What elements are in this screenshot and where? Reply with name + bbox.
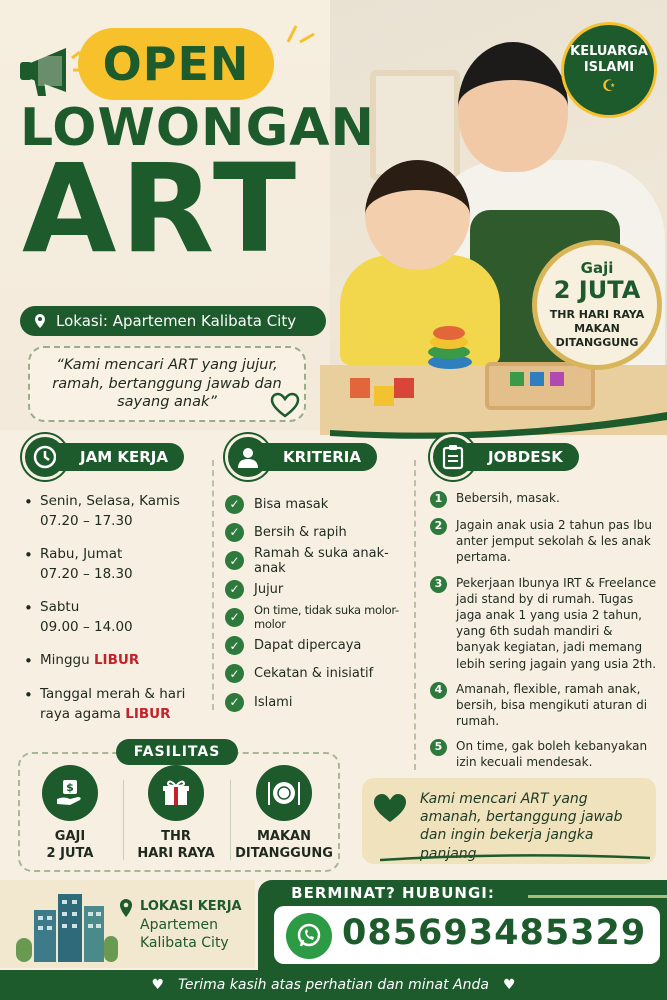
bottom-bar — [0, 970, 667, 1000]
thanks-text: Terima kasih atas perhatian dan minat Anda — [178, 977, 489, 993]
crescent-star-icon: ☪ — [601, 76, 617, 96]
list-item: 5 On time, gak boleh kebanyakan izin kecuali mendesak. — [430, 738, 660, 770]
title-art: ART — [22, 138, 301, 280]
column-divider — [414, 460, 416, 770]
open-badge — [78, 28, 274, 100]
sparkle-icon — [282, 20, 322, 50]
contact-title-underline — [528, 895, 667, 898]
title-lowongan: LOWONGAN — [20, 98, 376, 158]
check-icon: ✓ — [225, 551, 244, 570]
phone-number[interactable]: 085693485329 — [342, 913, 647, 953]
list-item: 3 Pekerjaan Ibunya IRT & Freelance jadi stand by di rumah. Tugas jaga anak 1 yang usia 2 tahun, yang 6th sudah mandiri & banyak kegiatan, jadi memang lebih sering jagain yang usia 2th. — [430, 575, 660, 672]
list-item: ✓ Jujur — [225, 575, 410, 603]
fasilitas-item-gaji: $ GAJI 2 JUTA — [20, 765, 120, 863]
fasilitas-item-thr: THR HARI RAYA — [126, 765, 226, 863]
fasilitas-item-makan: MAKAN DITANGGUNG — [234, 765, 334, 863]
gaji-thr: THR HARI RAYA — [549, 307, 645, 321]
check-icon: ✓ — [225, 580, 244, 599]
list-item: • Tanggal merah & hari raya agama LIBUR — [22, 685, 212, 724]
gaji-badge — [532, 240, 662, 370]
keluarga-islami-badge — [561, 22, 657, 118]
list-item: 4 Amanah, flexible, ramah anak, bersih, bisa mengikuti aturan di rumah. — [430, 681, 660, 730]
gaji-ditanggung: DITANGGUNG — [555, 336, 639, 350]
check-icon: ✓ — [225, 636, 244, 655]
list-item: • Minggu LIBUR — [22, 651, 212, 671]
check-icon: ✓ — [225, 495, 244, 514]
list-item: ✓ Islami — [225, 688, 410, 716]
kriteria-title: KRITERIA — [259, 443, 377, 471]
list-item: • Rabu, Jumat 07.20 – 18.30 — [22, 545, 212, 584]
open-text: OPEN — [102, 37, 250, 91]
list-item: • Senin, Selasa, Kamis 07.20 – 17.30 — [22, 492, 212, 531]
list-item: • Sabtu 09.00 – 14.00 — [22, 598, 212, 637]
contact-title: BERMINAT? HUBUNGI: — [291, 884, 495, 902]
hero-wave-divider — [0, 410, 667, 440]
gaji-makan: MAKAN — [574, 322, 620, 336]
lokasi-kerja — [140, 898, 242, 953]
buildings-icon — [12, 888, 122, 962]
heart-icon: ♥ — [502, 977, 516, 993]
jam-kerja-section — [22, 440, 212, 738]
list-item: ✓ Ramah & suka anak-anak — [225, 547, 410, 575]
mission-underline — [380, 852, 650, 862]
fasilitas-divider — [123, 780, 124, 860]
gaji-label: Gaji — [580, 259, 614, 278]
list-item: 1 Bebersih, masak. — [430, 490, 660, 508]
check-icon: ✓ — [225, 664, 244, 683]
gift-icon — [148, 765, 204, 821]
heart-icon: ♥ — [151, 977, 165, 993]
money-hand-icon — [42, 765, 98, 821]
lokasi-kerja-title: LOKASI KERJA — [140, 899, 242, 914]
quote-text: “Kami mencari ART yang jujur, ramah, bertanggung jawab dan sayang anak” — [52, 356, 282, 411]
keluarga-line2: ISLAMI — [583, 60, 635, 75]
list-item: ✓ Bisa masak — [225, 490, 410, 518]
lokasi-pill — [20, 306, 326, 336]
kriteria-section — [225, 440, 410, 716]
list-item: ✓ On time, tidak suka molor-molor — [225, 603, 410, 631]
jobdesk-section — [430, 440, 660, 807]
jobdesk-title: JOBDESK — [464, 443, 579, 471]
svg-text:$: $ — [66, 781, 74, 794]
megaphone-icon — [18, 42, 84, 102]
keluarga-line1: KELUARGA — [570, 43, 648, 59]
location-pin-icon — [32, 313, 48, 329]
list-item: ✓ Dapat dipercaya — [225, 631, 410, 659]
lokasi-text: Lokasi: Apartemen Kalibata City — [56, 312, 297, 330]
check-icon: ✓ — [225, 523, 244, 542]
lokasi-kerja-line1: Apartemen — [140, 916, 219, 933]
jam-kerja-title: JAM KERJA — [56, 443, 184, 471]
list-item: ✓ Bersih & rapih — [225, 518, 410, 546]
list-item: ✓ Cekatan & inisiatif — [225, 660, 410, 688]
gaji-amount: 2 JUTA — [553, 276, 641, 305]
list-item: 2 Jagain anak usia 2 tahun pas Ibu anter jemput sekolah & les anak pertama. — [430, 517, 660, 566]
heart-icon — [372, 792, 408, 824]
lokasi-kerja-line2: Kalibata City — [140, 935, 229, 952]
fasilitas-title: FASILITAS — [116, 739, 238, 765]
check-icon: ✓ — [225, 608, 244, 627]
fasilitas-divider — [230, 780, 231, 860]
check-icon: ✓ — [225, 693, 244, 712]
location-pin-icon — [118, 898, 134, 918]
plate-icon — [256, 765, 312, 821]
column-divider — [212, 460, 214, 710]
mission-text: Kami mencari ART yang amanah, bertanggung jawab dan ingin bekerja jangka panjang — [420, 791, 623, 862]
whatsapp-icon[interactable] — [286, 913, 332, 959]
